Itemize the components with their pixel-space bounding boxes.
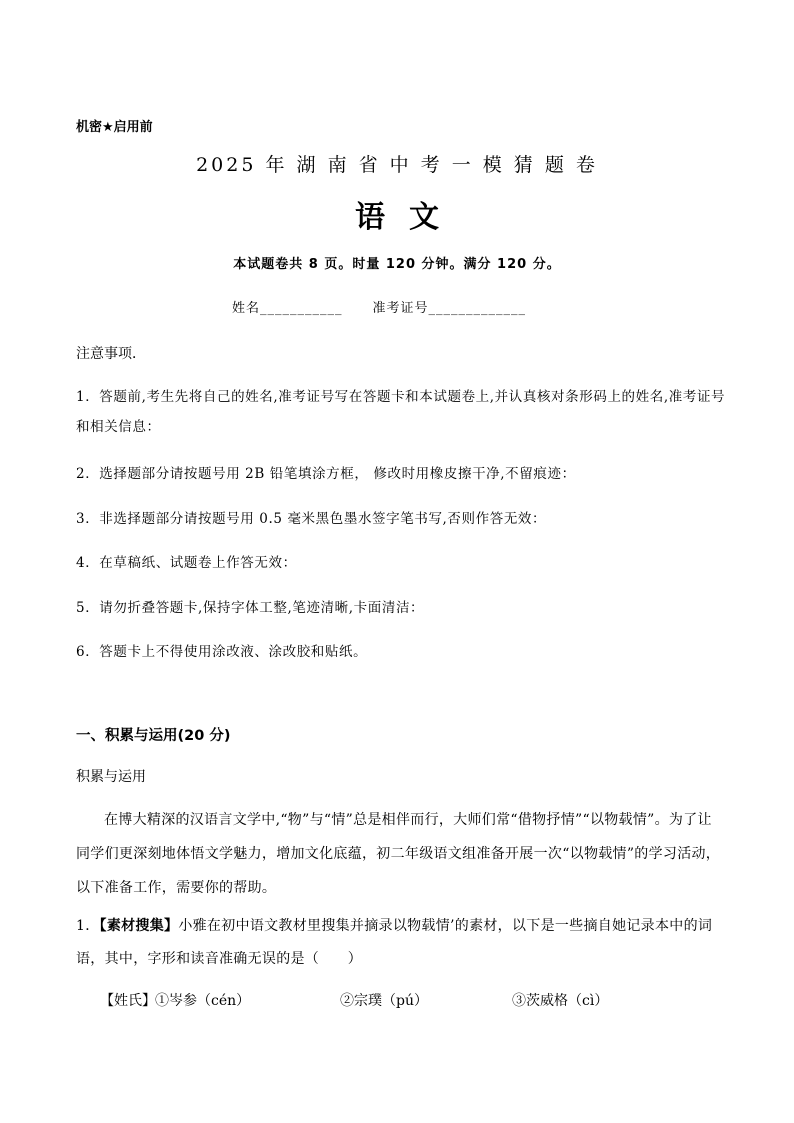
question-1	[76, 910, 721, 976]
option-c: ③茨威格（cì）	[512, 993, 609, 1009]
exam-title: 2025 年 湖 南 省 中 考 一 模 猜 题 卷	[196, 154, 598, 176]
id-number-field: 准考证号_____________	[372, 301, 527, 316]
section-subheading: 积累与运用	[76, 769, 146, 785]
notice-item: 2．选择题部分请按题号用 2B 铅笔填涂方框， 修改时用橡皮擦干净,不留痕迹：	[76, 466, 576, 482]
notice-item: 4．在草稿纸、试题卷上作答无效：	[76, 555, 297, 571]
notice-item: 1．答题前,考生先将自己的姓名,准考证号写在答题卡和本试题卷上,并认真核对条形码上的姓名,准考证号和相关信息：	[76, 389, 726, 435]
question-text: 小雅在初中语文教材里搜集并摘录以物载情’的素材，以下是一些摘自她记录本中的词语，其中，字形和读音准确无误的是（ ）	[76, 918, 713, 967]
subject-title: 语文	[355, 200, 463, 235]
confidential-mark: 机密★启用前	[76, 120, 153, 135]
option-b: ②宗璞（pú）	[340, 993, 428, 1009]
section-heading: 一、积累与运用(20 分)	[76, 728, 231, 744]
section-intro: 在博大精深的汉语言文学中,“物”与“情”总是相伴而行，大师们常“借物抒情”“以物载情”。为了让同学们更深刻地体悟文学魅力，增加文化底蕴，初二年级语文组准备开展一次“以物载情”的学习活动，以下准备工作，需要你的帮助。	[76, 812, 721, 896]
option-group-label: 【姓氏】	[100, 993, 156, 1009]
notice-item: 6．答题卡上不得使用涂改液、涂改胶和贴纸。	[76, 644, 368, 660]
question-tag: 【素材搜集】	[99, 918, 179, 934]
candidate-fields	[232, 297, 526, 316]
notice-item: 5．请勿折叠答题卡,保持字体工整,笔迹清晰,卡面清洁：	[76, 600, 425, 616]
notice-item: 3．非选择题部分请按题号用 0.5 毫米黑色墨水签字笔书写,否则作答无效：	[76, 511, 547, 527]
option-a: ①岑参（cén）	[155, 993, 251, 1009]
notice-heading: 注意事项．	[76, 346, 146, 362]
name-field: 姓名___________	[232, 301, 343, 316]
exam-info: 本试题卷共 8 页。时量 120 分钟。满分 120 分。	[233, 257, 561, 272]
question-number: 1．	[76, 918, 100, 934]
